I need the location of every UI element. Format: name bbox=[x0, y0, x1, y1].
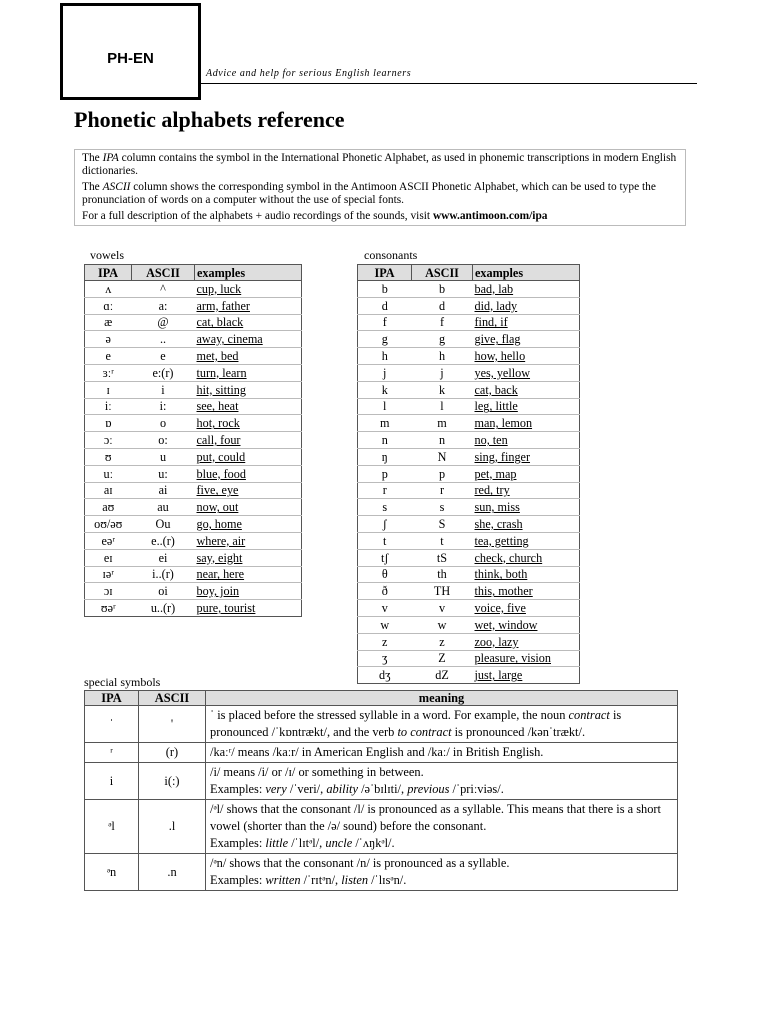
table-row bbox=[85, 314, 302, 331]
meaning-text: /ˈlɪtᵊl/, bbox=[288, 836, 326, 850]
example-words: check, church bbox=[474, 550, 543, 565]
ipa-cell: eɪ bbox=[85, 549, 132, 566]
examples-cell bbox=[473, 616, 580, 633]
example-words: turn, learn bbox=[196, 365, 247, 380]
example-words: boy, join bbox=[196, 584, 240, 599]
table-row bbox=[358, 650, 580, 667]
ipa-cell: s bbox=[358, 499, 412, 516]
examples-cell bbox=[195, 499, 302, 516]
examples-cell bbox=[473, 465, 580, 482]
special-symbols-label: special symbols bbox=[84, 675, 161, 689]
meaning-text: /i/ means /i/ or /ɪ/ or something in between. bbox=[210, 765, 424, 779]
ascii-cell: i bbox=[132, 381, 195, 398]
table-row bbox=[358, 364, 580, 381]
ipa-cell: ᵊn bbox=[85, 854, 139, 891]
example-words: pet, map bbox=[474, 466, 517, 481]
table-row bbox=[85, 763, 678, 800]
example-words: no, ten bbox=[474, 433, 508, 448]
examples-cell bbox=[195, 415, 302, 432]
italic-term: previous bbox=[407, 782, 450, 796]
example-words: now, out bbox=[196, 500, 239, 515]
examples-cell bbox=[473, 549, 580, 566]
ipa-cell: uː bbox=[85, 465, 132, 482]
ipa-cell: e bbox=[85, 348, 132, 365]
examples-cell bbox=[195, 348, 302, 365]
ipa-cell: d bbox=[358, 297, 412, 314]
ascii-cell: ei bbox=[132, 549, 195, 566]
ipa-cell: æ bbox=[85, 314, 132, 331]
ipa-cell: ɔː bbox=[85, 432, 132, 449]
example-words: pure, tourist bbox=[196, 601, 256, 616]
ipa-cell: eəʳ bbox=[85, 532, 132, 549]
example-words: did, lady bbox=[474, 298, 518, 313]
example-words: five, eye bbox=[196, 483, 239, 498]
ipa-cell: ʳ bbox=[85, 743, 139, 763]
ipa-cell: h bbox=[358, 348, 412, 365]
example-words: hit, sitting bbox=[196, 382, 246, 397]
table-row bbox=[85, 348, 302, 365]
ipa-cell: ʌ bbox=[85, 281, 132, 298]
ascii-cell: i..(r) bbox=[132, 566, 195, 583]
table-row bbox=[358, 448, 580, 465]
column-header: examples bbox=[195, 265, 302, 281]
ipa-cell: n bbox=[358, 432, 412, 449]
ipa-cell: l bbox=[358, 398, 412, 415]
ascii-cell: r bbox=[412, 482, 473, 499]
table-row bbox=[85, 465, 302, 482]
ascii-cell: h bbox=[412, 348, 473, 365]
special-symbols-table bbox=[84, 690, 678, 891]
meaning-text: /kaːʳ/ means /kaːr/ in American English and /kaː/ in British English. bbox=[210, 745, 544, 759]
antimoon-link[interactable]: www.antimoon.com/ipa bbox=[432, 210, 548, 222]
ascii-cell: u bbox=[132, 448, 195, 465]
ascii-cell: u: bbox=[132, 465, 195, 482]
ipa-cell: v bbox=[358, 600, 412, 617]
ascii-cell: m bbox=[412, 415, 473, 432]
table-row bbox=[85, 706, 678, 743]
ascii-cell: w bbox=[412, 616, 473, 633]
italic-term: listen bbox=[341, 873, 369, 887]
meaning-text: is pronounced /kənˈtrækt/. bbox=[451, 725, 586, 739]
table-row bbox=[85, 398, 302, 415]
ipa-cell: ʊəʳ bbox=[85, 600, 132, 617]
example-words: just, large bbox=[474, 668, 523, 683]
table-row bbox=[358, 432, 580, 449]
ipa-cell: ɒ bbox=[85, 415, 132, 432]
ipa-cell: b bbox=[358, 281, 412, 298]
ipa-cell: ɜːʳ bbox=[85, 364, 132, 381]
ascii-cell: l bbox=[412, 398, 473, 415]
table-row bbox=[85, 297, 302, 314]
table-row bbox=[85, 381, 302, 398]
ascii-cell: g bbox=[412, 331, 473, 348]
ipa-cell: ð bbox=[358, 583, 412, 600]
ipa-cell: m bbox=[358, 415, 412, 432]
logo-box bbox=[60, 3, 201, 100]
example-words: met, bed bbox=[196, 349, 239, 364]
ascii-cell: ai bbox=[132, 482, 195, 499]
ipa-cell: tʃ bbox=[358, 549, 412, 566]
ascii-cell: e:(r) bbox=[132, 364, 195, 381]
meaning-cell bbox=[206, 763, 678, 800]
meaning-text: /ˈveri/, bbox=[286, 782, 327, 796]
table-row bbox=[358, 616, 580, 633]
examples-cell bbox=[195, 432, 302, 449]
ipa-cell: i bbox=[85, 763, 139, 800]
example-words: hot, rock bbox=[196, 416, 240, 431]
example-words: bad, lab bbox=[474, 281, 514, 296]
ascii-cell: n bbox=[412, 432, 473, 449]
ascii-cell: Ou bbox=[132, 516, 195, 533]
table-row bbox=[358, 415, 580, 432]
examples-cell bbox=[473, 633, 580, 650]
italic-term: to contract bbox=[397, 725, 452, 739]
ipa-cell: ɪ bbox=[85, 381, 132, 398]
examples-cell bbox=[473, 364, 580, 381]
column-header: examples bbox=[473, 265, 580, 281]
ascii-cell: u..(r) bbox=[132, 600, 195, 617]
meaning-text: /ˈlɪsᵊn/. bbox=[368, 873, 407, 887]
ascii-cell: z bbox=[412, 633, 473, 650]
ipa-cell: ʃ bbox=[358, 516, 412, 533]
italic-term: contract bbox=[568, 708, 610, 722]
examples-cell bbox=[473, 314, 580, 331]
example-words: sing, finger bbox=[474, 449, 531, 464]
column-header: IPA bbox=[85, 691, 139, 706]
examples-cell bbox=[195, 566, 302, 583]
column-header: meaning bbox=[206, 691, 678, 706]
intro-link-paragraph: For a full description of the alphabets + audio recordings of the sounds, visit www.antimoon.com/ipa bbox=[82, 210, 548, 222]
ascii-cell: p bbox=[412, 465, 473, 482]
ascii-cell: e..(r) bbox=[132, 532, 195, 549]
ascii-cell: i(:) bbox=[139, 763, 206, 800]
intro-box bbox=[74, 149, 686, 226]
ipa-cell: ʊ bbox=[85, 448, 132, 465]
meaning-text: /ᵊl/ shows that the consonant /l/ is pronounced as a syllable. This means that there is a short vowel (shorter than the /ə/ sound) before the consonant. bbox=[210, 802, 661, 833]
italic-term: very bbox=[265, 782, 287, 796]
example-words: tea, getting bbox=[474, 533, 529, 548]
table-row bbox=[358, 381, 580, 398]
meaning-text: ˈ is placed before the stressed syllable in a word. For example, the noun bbox=[210, 708, 569, 722]
examples-cell bbox=[473, 532, 580, 549]
examples-cell bbox=[195, 448, 302, 465]
ipa-cell: t bbox=[358, 532, 412, 549]
ipa-cell: j bbox=[358, 364, 412, 381]
ipa-cell: ᵊl bbox=[85, 800, 139, 854]
example-words: call, four bbox=[196, 433, 241, 448]
ascii-cell: .l bbox=[139, 800, 206, 854]
table-row bbox=[358, 482, 580, 499]
ipa-cell: aʊ bbox=[85, 499, 132, 516]
examples-cell bbox=[473, 583, 580, 600]
ascii-cell: s bbox=[412, 499, 473, 516]
table-row bbox=[85, 448, 302, 465]
examples-cell bbox=[195, 600, 302, 617]
examples-cell bbox=[473, 667, 580, 684]
example-words: yes, yellow bbox=[474, 365, 531, 380]
examples-cell bbox=[473, 281, 580, 298]
table-header-row bbox=[85, 265, 302, 281]
example-words: leg, little bbox=[474, 399, 518, 414]
table-row bbox=[85, 743, 678, 763]
example-words: where, air bbox=[196, 533, 246, 548]
ascii-cell: N bbox=[412, 448, 473, 465]
examples-cell bbox=[195, 549, 302, 566]
meaning-cell bbox=[206, 706, 678, 743]
ipa-cell: ɑː bbox=[85, 297, 132, 314]
meaning-cell bbox=[206, 854, 678, 891]
examples-cell bbox=[195, 583, 302, 600]
table-row bbox=[358, 465, 580, 482]
table-row bbox=[358, 348, 580, 365]
ascii-cell: o: bbox=[132, 432, 195, 449]
ascii-cell: e bbox=[132, 348, 195, 365]
example-words: man, lemon bbox=[474, 416, 533, 431]
example-words: find, if bbox=[474, 315, 508, 330]
example-words: go, home bbox=[196, 517, 242, 532]
examples-cell bbox=[473, 516, 580, 533]
ascii-cell: ^ bbox=[132, 281, 195, 298]
column-header: IPA bbox=[358, 265, 412, 281]
ipa-cell: ˈ bbox=[85, 706, 139, 743]
ipa-cell: f bbox=[358, 314, 412, 331]
ascii-cell: @ bbox=[132, 314, 195, 331]
ascii-cell: (r) bbox=[139, 743, 206, 763]
table-row bbox=[358, 398, 580, 415]
column-header: ASCII bbox=[139, 691, 206, 706]
ipa-cell: ɔɪ bbox=[85, 583, 132, 600]
ipa-cell: ʒ bbox=[358, 650, 412, 667]
example-words: how, hello bbox=[474, 349, 526, 364]
ipa-cell: w bbox=[358, 616, 412, 633]
ipa-cell: k bbox=[358, 381, 412, 398]
ascii-cell: tS bbox=[412, 549, 473, 566]
table-row bbox=[85, 281, 302, 298]
examples-cell bbox=[195, 482, 302, 499]
logo-text: PH-EN bbox=[107, 50, 154, 67]
table-row bbox=[358, 281, 580, 298]
examples-cell bbox=[195, 516, 302, 533]
table-row bbox=[358, 549, 580, 566]
example-words: put, could bbox=[196, 449, 246, 464]
table-row bbox=[358, 516, 580, 533]
page-title: Phonetic alphabets reference bbox=[74, 107, 345, 132]
ipa-cell: θ bbox=[358, 566, 412, 583]
ascii-cell: ' bbox=[139, 706, 206, 743]
table-row bbox=[358, 314, 580, 331]
italic-term: written bbox=[265, 873, 301, 887]
ascii-cell: .n bbox=[139, 854, 206, 891]
ipa-cell: ɪəʳ bbox=[85, 566, 132, 583]
example-words: pleasure, vision bbox=[474, 651, 551, 666]
meaning-text: Examples: bbox=[210, 782, 266, 796]
example-words: say, eight bbox=[196, 550, 243, 565]
intro-ipa-paragraph: The IPA column contains the symbol in the International Phonetic Alphabet, as used in phonemic transcriptions in modern English dictionaries. bbox=[82, 152, 677, 177]
ascii-cell: d bbox=[412, 297, 473, 314]
table-row bbox=[358, 583, 580, 600]
ascii-cell: v bbox=[412, 600, 473, 617]
ascii-cell: t bbox=[412, 532, 473, 549]
table-row bbox=[358, 297, 580, 314]
table-row bbox=[85, 549, 302, 566]
consonants-label: consonants bbox=[364, 248, 418, 262]
example-words: she, crash bbox=[474, 517, 523, 532]
meaning-text: /ˈʌŋkᵊl/. bbox=[352, 836, 395, 850]
column-header: ASCII bbox=[412, 265, 473, 281]
ascii-cell: f bbox=[412, 314, 473, 331]
examples-cell bbox=[473, 650, 580, 667]
examples-cell bbox=[195, 297, 302, 314]
italic-term: uncle bbox=[325, 836, 353, 850]
examples-cell bbox=[473, 331, 580, 348]
ascii-cell: .. bbox=[132, 331, 195, 348]
ipa-cell: aɪ bbox=[85, 482, 132, 499]
column-header: ASCII bbox=[132, 265, 195, 281]
italic-term: little bbox=[265, 836, 289, 850]
meaning-cell bbox=[206, 743, 678, 763]
vowels-label: vowels bbox=[90, 248, 124, 262]
meaning-text: is pronounced /ˈkɒntrækt/, and the verb bbox=[210, 708, 622, 739]
ascii-cell: th bbox=[412, 566, 473, 583]
table-row bbox=[85, 532, 302, 549]
tagline: Advice and help for serious English learners bbox=[206, 68, 412, 79]
ascii-cell: Z bbox=[412, 650, 473, 667]
example-words: away, cinema bbox=[196, 332, 263, 347]
ipa-cell: r bbox=[358, 482, 412, 499]
table-row bbox=[358, 499, 580, 516]
table-row bbox=[85, 800, 678, 854]
examples-cell bbox=[473, 448, 580, 465]
table-row bbox=[85, 364, 302, 381]
table-row bbox=[358, 331, 580, 348]
ascii-cell: dZ bbox=[412, 667, 473, 684]
examples-cell bbox=[195, 532, 302, 549]
example-words: cup, luck bbox=[196, 281, 242, 296]
table-row bbox=[358, 566, 580, 583]
example-words: zoo, lazy bbox=[474, 634, 519, 649]
ipa-cell: z bbox=[358, 633, 412, 650]
meaning-text: /ˈpriːviəs/. bbox=[449, 782, 504, 796]
example-words: give, flag bbox=[474, 332, 521, 347]
ipa-cell: ə bbox=[85, 331, 132, 348]
ipa-cell: oʊ/əʊ bbox=[85, 516, 132, 533]
meaning-cell bbox=[206, 800, 678, 854]
table-row bbox=[85, 415, 302, 432]
ascii-cell: a: bbox=[132, 297, 195, 314]
header-rule bbox=[201, 83, 697, 84]
ipa-cell: g bbox=[358, 331, 412, 348]
examples-cell bbox=[473, 566, 580, 583]
ascii-cell: TH bbox=[412, 583, 473, 600]
examples-cell bbox=[473, 398, 580, 415]
example-words: cat, back bbox=[474, 382, 518, 397]
examples-cell bbox=[473, 432, 580, 449]
example-words: this, mother bbox=[474, 584, 533, 599]
examples-cell bbox=[473, 600, 580, 617]
table-row bbox=[358, 600, 580, 617]
example-words: see, heat bbox=[196, 399, 239, 414]
examples-cell bbox=[195, 331, 302, 348]
ascii-cell: b bbox=[412, 281, 473, 298]
ascii-cell: k bbox=[412, 381, 473, 398]
ipa-cell: dʒ bbox=[358, 667, 412, 684]
ascii-cell: i: bbox=[132, 398, 195, 415]
example-words: sun, miss bbox=[474, 500, 520, 515]
table-row bbox=[85, 499, 302, 516]
vowels-table bbox=[84, 264, 302, 617]
table-row bbox=[85, 854, 678, 891]
example-words: think, both bbox=[474, 567, 528, 582]
meaning-text: /ᵊn/ shows that the consonant /n/ is pronounced as a syllable. bbox=[210, 856, 510, 870]
examples-cell bbox=[473, 348, 580, 365]
examples-cell bbox=[473, 482, 580, 499]
example-words: wet, window bbox=[474, 617, 538, 632]
examples-cell bbox=[473, 415, 580, 432]
table-row bbox=[358, 532, 580, 549]
table-row bbox=[85, 516, 302, 533]
examples-cell bbox=[195, 364, 302, 381]
ascii-cell: j bbox=[412, 364, 473, 381]
italic-term: ability bbox=[326, 782, 358, 796]
table-header-row bbox=[358, 265, 580, 281]
table-row bbox=[85, 583, 302, 600]
ipa-cell: p bbox=[358, 465, 412, 482]
ascii-cell: S bbox=[412, 516, 473, 533]
example-words: cat, black bbox=[196, 315, 244, 330]
column-header: IPA bbox=[85, 265, 132, 281]
table-row bbox=[85, 600, 302, 617]
examples-cell bbox=[195, 314, 302, 331]
example-words: near, here bbox=[196, 567, 245, 582]
table-row bbox=[358, 633, 580, 650]
meaning-text: Examples: bbox=[210, 836, 266, 850]
examples-cell bbox=[195, 381, 302, 398]
consonants-table bbox=[357, 264, 580, 684]
table-row bbox=[85, 482, 302, 499]
meaning-text: /əˈbɪlɪti/, bbox=[357, 782, 408, 796]
ascii-cell: au bbox=[132, 499, 195, 516]
intro-ascii-paragraph: The ASCII column shows the corresponding symbol in the Antimoon ASCII Phonetic Alphabet, which can be used to type the pronunciation of words on a computer without the use of special fonts. bbox=[82, 181, 656, 206]
examples-cell bbox=[473, 297, 580, 314]
meaning-text: /ˈrɪtᵊn/, bbox=[300, 873, 342, 887]
examples-cell bbox=[473, 499, 580, 516]
examples-cell bbox=[473, 381, 580, 398]
ascii-cell: o bbox=[132, 415, 195, 432]
table-row bbox=[85, 432, 302, 449]
examples-cell bbox=[195, 398, 302, 415]
example-words: voice, five bbox=[474, 601, 526, 616]
example-words: arm, father bbox=[196, 298, 250, 313]
ipa-cell: ŋ bbox=[358, 448, 412, 465]
table-row bbox=[85, 331, 302, 348]
example-words: blue, food bbox=[196, 466, 246, 481]
table-row bbox=[85, 566, 302, 583]
table-row bbox=[358, 667, 580, 684]
table-header-row bbox=[85, 691, 678, 706]
example-words: red, try bbox=[474, 483, 510, 498]
examples-cell bbox=[195, 281, 302, 298]
ascii-cell: oi bbox=[132, 583, 195, 600]
meaning-text: Examples: bbox=[210, 873, 266, 887]
examples-cell bbox=[195, 465, 302, 482]
ipa-cell: iː bbox=[85, 398, 132, 415]
